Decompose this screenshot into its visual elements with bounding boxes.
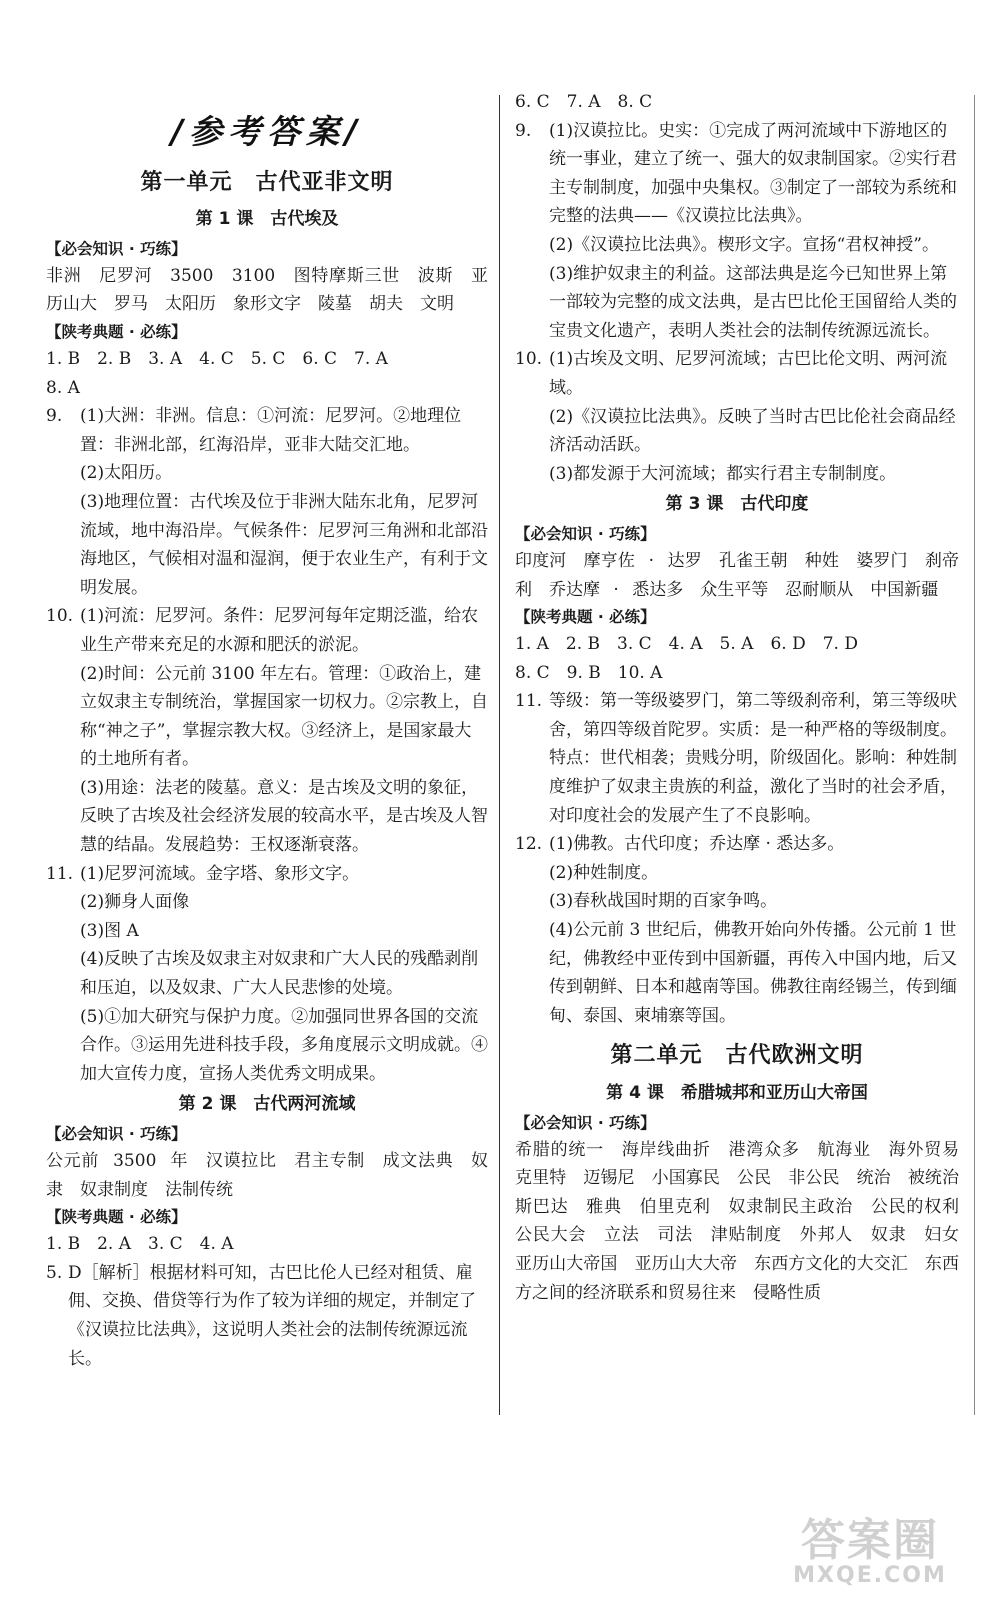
question-9 [46,402,488,602]
answer-part: (2)《汉谟拉比法典》。楔形文字。宣扬“君权神授”。 [549,234,939,255]
left-column [46,88,488,1373]
answer-part: (1)大洲：非洲。信息：①河流：尼罗河。②地理位置：非洲北部，红海沿岸，亚非大陆交汇地。 [80,406,462,455]
question-number: 5. [46,1262,63,1283]
answer-part: (5)①加大研究与保护力度。②加强同世界各国的交流合作。③运用先进科技手段，多角度展示文明成就。④加大宣传力度，宣扬人类优秀文明成果。 [80,1006,488,1084]
section-heading: 【必会知识 · 巧练】 [46,239,187,258]
unit-2-title: 第二单元 古代欧洲文明 [610,1043,864,1069]
question-11 [515,687,959,830]
choice-answers: 1. A 2. B 3. C 4. A 5. A 6. D 7. D [515,634,858,655]
question-number: 11. [46,863,74,884]
answer-part: (1)佛教。古代印度；乔达摩 · 悉达多。 [549,834,845,855]
question-12 [515,830,959,1030]
column-divider [499,95,500,1415]
choice-answers: 8. A [46,377,80,398]
answer-part: (2)《汉谟拉比法典》。反映了当时古巴比伦社会商品经济活动活跃。 [549,406,956,456]
answer-part: (3)春秋战国时期的百家争鸣。 [549,891,778,912]
answer-part: (3)用途：法老的陵墓。意义：是古埃及文明的象征，反映了古埃及社会经济发展的较高水平，是古埃及人智慧的结晶。发展趋势：王权逐渐衰落。 [80,777,488,856]
unit-1-title: 第一单元 古代亚非文明 [140,169,394,195]
choice-answers: 1. B 2. A 3. C 4. A [46,1234,234,1255]
answer-part: (4)反映了古埃及奴隶主对奴隶和广大人民的残酷剥削和压迫，以及奴隶、广大人民悲惨的处境。 [80,949,479,999]
section-heading: 【陕考典题 · 必练】 [46,322,187,341]
question-number: 12. [515,834,543,855]
answer-part: (1)河流：尼罗河。条件：尼罗河每年定期泛滥，给农业生产带来充足的水源和肥沃的淤泥。 [80,606,479,655]
question-number: 9. [515,120,532,141]
section-heading: 【陕考典题 · 必练】 [515,608,656,627]
answer-part: (3)地理位置：古代埃及位于非洲大陆东北角，尼罗河流域，地中海沿岸。气候条件：尼罗河三角洲和北部沿海地区，气候相对温和湿润，便于农业生产，有利于文明发展。 [80,491,488,598]
answer-part: (2)时间：公元前 3100 年左右。管理：①政治上，建立奴隶主专制统治，掌握国家一切权力。②宗教上，自称“神之子”，掌握宗教大权。③经济上，是国家最大的土地所有者。 [80,663,488,770]
question-10 [515,345,959,488]
question-number: 10. [515,349,543,370]
section-heading: 【必会知识 · 巧练】 [46,1125,187,1143]
answer-part: 等级：第一等级婆罗门，第二等级刹帝利，第三等级吠舍，第四等级首陀罗。实质：是一种严格的等级制度。特点：世代相袭；贵贱分明，阶级固化。影响：种姓制度维护了奴隶主贵族的利益，激化了当时的社会矛盾，对印度社会的发展产生了不良影响。 [549,691,957,826]
keyword-answers: 公元前 3500 年 汉谟拉比 君主专制 成文法典 奴隶 奴隶制度 法制传统 [46,1151,488,1200]
question-10 [46,602,488,859]
lesson-2-title: 第 2 课 古代两河流域 [178,1094,356,1115]
watermark-text: 答案圈 [801,1515,939,1566]
question-number: 11. [515,691,543,712]
question-5 [46,1259,488,1373]
question-number: 10. [46,606,74,627]
watermark-logo [760,1515,980,1588]
question-11 [46,860,488,1089]
section-heading: 【必会知识 · 巧练】 [515,524,656,543]
keyword-answers: 非洲 尼罗河 3500 3100 图特摩斯三世 波斯 亚历山大 罗马 太阳历 象形文字 陵墓 胡夫 文明 [46,265,488,315]
page-edge-line [974,95,975,1415]
answer-part: (3)都发源于大河流域；都实行君主专制制度。 [549,463,897,484]
choice-answers: 1. B 2. B 3. A 4. C 5. C 6. C 7. A [46,348,388,369]
question-9 [515,117,959,346]
choice-answers: 6. C 7. A 8. C [515,92,653,112]
answer-part: (2)种姓制度。 [549,862,659,883]
lesson-3-title: 第 3 课 古代印度 [665,494,809,515]
answer-part: (1)尼罗河流域。金字塔、象形文字。 [80,863,360,884]
watermark-url: MXQE.COM [793,1563,947,1588]
right-column [515,88,976,1307]
section-heading: 【陕考典题 · 必练】 [46,1208,187,1227]
answer-part: (3)图 A [80,920,139,941]
section-heading: 【必会知识 · 巧练】 [515,1113,656,1132]
answer-part: D［解析］根据材料可知，古巴比伦人已经对租赁、雇佣、交换、借贷等行为作了较为详细的规定，并制定了《汉谟拉比法典》，这说明人类社会的法制传统源远流长。 [68,1262,476,1369]
question-number: 9. [46,406,63,427]
choice-answers: 8. C 9. B 10. A [515,662,663,683]
keyword-answers: 印度河 摩亨佐 · 达罗 孔雀王朝 种姓 婆罗门 刹帝利 乔达摩 · 悉达多 众生平等 忍耐顺从 中国新疆 [515,550,959,600]
answer-part: (3)维护奴隶主的利益。这部法典是迄今已知世界上第一部较为完整的成文法典，是古巴比伦王国留给人类的宝贵文化遗产，表明人类社会的法制传统源远流长。 [549,263,957,341]
lesson-1-title: 第 1 课 古代埃及 [195,209,339,230]
lesson-4-title: 第 4 课 希腊城邦和亚历山大帝国 [606,1083,868,1103]
answer-part: (2)太阳历。 [80,463,173,484]
answer-part: (1)古埃及文明、尼罗河流域；古巴比伦文明、两河流域。 [549,349,948,398]
answer-part: (2)狮身人面像 [80,892,190,913]
answer-part: (4)公元前 3 世纪后，佛教开始向外传播。公元前 1 世纪，佛教经中亚传到中国新疆，再传入中国内地，后又传到朝鲜、日本和越南等国。佛教往南经锡兰，传到缅甸、泰国、柬埔寨等国。 [549,920,957,1026]
answer-part: (1)汉谟拉比。史实：①完成了两河流域中下游地区的统一事业，建立了统一、强大的奴隶制国家。②实行君主专制制度，加强中央集权。③制定了一部较为系统和完整的法典——《汉谟拉比法典》。 [549,120,957,227]
keyword-answers: 希腊的统一 海岸线曲折 港湾众多 航海业 海外贸易 克里特 迈锡尼 小国寡民 公民 非公民 统治 被统治 斯巴达 雅典 伯里克利 奴隶制民主政治 公民的权利 公民大会 立法 司法 津贴制度 外邦人 奴隶 妇女 亚历山大帝国 亚历山大大帝 东西方文化的大交汇 东西方之间的经济联系和贸易往来 侵略性质 [515,1139,976,1303]
answer-key-banner: /参考答案/ [170,112,364,151]
